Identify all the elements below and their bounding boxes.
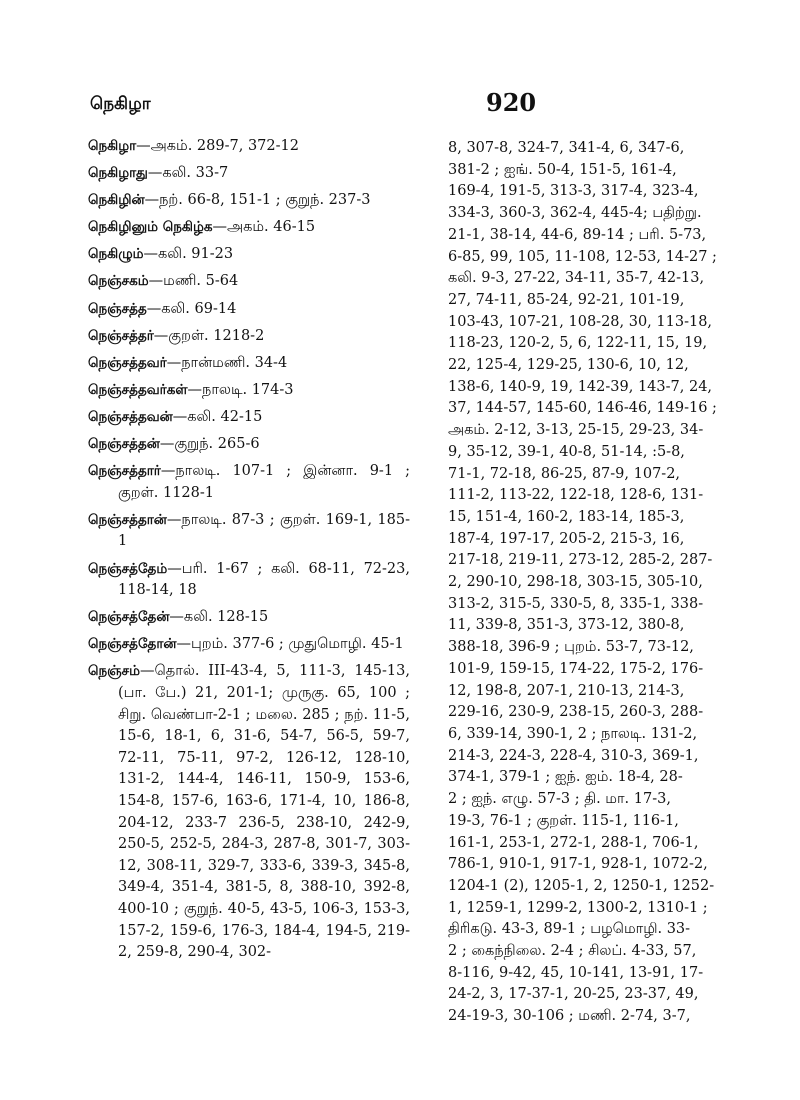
continuation-line: 2 ; கைந்நிலை. 2-4 ; சிலப். 4-33, 57, (448, 943, 697, 960)
continuation-line: 374-1, 379-1 ; ஐந். ஐம். 18-4, 28- (448, 769, 683, 786)
continuation-line: 214-3, 224-3, 228-4, 310-3, 369-1, (448, 747, 699, 764)
page-header (90, 88, 730, 124)
continuation-line: 22, 125-4, 129-25, 130-6, 10, 12, (448, 357, 689, 374)
entry-term: நெகிழாது (88, 165, 148, 182)
entry-references: —கலி. 91-23 (143, 246, 234, 263)
entry-references: —குறுந். 265-6 (159, 436, 260, 453)
entry-term: நெஞ்சத்தன் (88, 436, 160, 453)
continuation-line: 9, 35-12, 39-1, 40-8, 51-14, :5-8, (448, 443, 685, 460)
entry-term: நெகிழா (88, 138, 137, 154)
entry-term: நெஞ்சத்தர் (88, 327, 154, 344)
entry-references: —கலி. 33-7 (147, 165, 229, 182)
entry-term: நெஞ்சகம் (88, 273, 149, 290)
continuation-line: 37, 144-57, 145-60, 146-46, 149-16 ; (448, 400, 717, 417)
continuation-line: 2, 290-10, 298-18, 303-15, 305-10, (448, 574, 703, 591)
index-entry (88, 136, 410, 158)
index-entry (88, 299, 410, 321)
continuation-line: 103-43, 107-21, 108-28, 30, 113-18, (448, 313, 713, 330)
index-entry (88, 190, 410, 212)
entry-term: நெஞ்சத்தார் (88, 463, 161, 480)
entry-references: —அகம். 289-7, 372-12 (136, 138, 299, 154)
continuation-line: 11, 339-8, 351-3, 373-12, 380-8, (448, 617, 685, 634)
index-entry (88, 634, 410, 656)
index-entry (88, 217, 410, 239)
index-entry (88, 661, 410, 963)
entry-references: —அகம். 46-15 (212, 219, 316, 236)
index-entry (88, 559, 410, 602)
entry-term: நெஞ்சம் (88, 663, 141, 680)
continuation-line: 161-1, 253-1, 272-1, 288-1, 706-1, (448, 834, 699, 851)
continuation-line: 313-2, 315-5, 330-5, 8, 335-1, 338- (448, 595, 704, 612)
left-column (88, 136, 410, 969)
continuation-line: 1204-1 (2), 1205-1, 2, 1250-1, 1252- (448, 877, 715, 894)
continuation-line: 138-6, 140-9, 19, 142-39, 143-7, 24, (448, 378, 713, 395)
entry-term: நெஞ்சத்தேம் (88, 560, 168, 577)
index-entry (88, 510, 410, 553)
continuation-line: 381-2 ; ஐங். 50-4, 151-5, 161-4, (448, 161, 677, 178)
continuation-line: 24-19-3, 30-106 ; மணி. 2-74, 3-7, (448, 1008, 691, 1025)
index-entry (88, 326, 410, 348)
running-headword: நெகிழா (90, 94, 151, 114)
index-entry (88, 461, 410, 504)
continuation-line: 6-85, 99, 105, 11-108, 12-53, 14-27 ; (448, 248, 717, 265)
continuation-line: அகம். 2-12, 3-13, 25-15, 29-23, 34- (448, 422, 704, 439)
index-entry (88, 271, 410, 293)
entry-term: நெஞ்சத்தேன் (88, 609, 170, 626)
index-entry (88, 407, 410, 429)
entry-references: —மணி. 5-64 (148, 273, 239, 290)
entry-references: —கலி. 69-14 (146, 300, 237, 317)
continuation-line: 187-4, 197-17, 205-2, 215-3, 16, (448, 530, 685, 547)
continuation-line: 111-2, 113-22, 122-18, 128-6, 131- (448, 487, 704, 504)
entry-term: நெகிழின் (88, 192, 145, 209)
entry-term: நெகிழினும் நெகிழ்க (88, 219, 213, 236)
entry-references: —தொல். III-43-4, 5, 111-3, 145-13, (பா. பே.) 21, 201-1; முருகு. 65, 100 ; சிறு. வெண்பா-2-1 ; மலை. 285 ; நற். 11-5, 15-6, 18-1, 6, 31-6, 54-7, 56-5, 59-7, 72-11, 75-11, 97-2, 126-12, 128-10, 131-2, 144-4, 146-11, 150-9, 153-6, 154-8, 157-6, 163-6, 171-4, 10, 186-8, 204-12, 233-7 236-5, 238-10, 242-9, 250-5, 252-5, 284-3, 287-8, 301-7, 303-12, 308-11, 329-7, 333-6, 339-3, 345-8, 349-4, 351-4, 381-5, 8, 388-10, 392-8, 400-10 ; குறுந். 40-5, 43-5, 106-3, 153-3, 157-2, 159-6, 176-3, 184-4, 194-5, 219-2, 259-8, 290-4, 302- (118, 663, 410, 961)
entry-references: —கலி. 42-15 (172, 408, 263, 425)
index-entry (88, 607, 410, 629)
continuation-line: 19-3, 76-1 ; குறள். 115-1, 116-1, (448, 812, 679, 829)
continuation-line: கலி. 9-3, 27-22, 34-11, 35-7, 42-13, (448, 270, 705, 287)
continuation-line: 27, 74-11, 85-24, 92-21, 101-19, (448, 291, 685, 308)
entry-references: —நான்மணி. 34-4 (166, 354, 288, 371)
entry-term: நெஞ்சத்தவன் (88, 408, 173, 425)
entry-references: —புறம். 377-6 ; முதுமொழி. 45-1 (176, 636, 404, 653)
entry-term: நெஞ்சத்தவர்கள் (88, 381, 188, 398)
entry-references: —குறள். 1218-2 (153, 327, 265, 344)
entry-references: —பரி. 1-67 ; கலி. 68-11, 72-23, 118-14, 18 (118, 560, 410, 599)
entry-references: —கலி. 128-15 (169, 609, 269, 626)
continuation-line: 1, 1259-1, 1299-2, 1300-2, 1310-1 ; (448, 899, 708, 916)
continuation-line: 786-1, 910-1, 917-1, 928-1, 1072-2, (448, 856, 708, 873)
continuation-line: 169-4, 191-5, 313-3, 317-4, 323-4, (448, 183, 699, 200)
continuation-line: 334-3, 360-3, 362-4, 445-4; பதிற்று. (448, 205, 702, 222)
continuation-line: திரிகடு. 43-3, 89-1 ; பழமொழி. 33- (448, 921, 691, 938)
continuation-line: 229-16, 230-9, 238-15, 260-3, 288- (448, 704, 704, 721)
index-entry (88, 244, 410, 266)
continuation-line: 24-2, 3, 17-37-1, 20-25, 23-37, 49, (448, 986, 699, 1003)
entry-term: நெஞ்சத்தான் (88, 511, 167, 528)
continuation-line: 118-23, 120-2, 5, 6, 122-11, 15, 19, (448, 335, 708, 352)
entry-term: நெஞ்சத்தவர் (88, 354, 167, 371)
index-entry (88, 434, 410, 456)
continuation-line: 8-116, 9-42, 45, 10-141, 13-91, 17- (448, 964, 704, 981)
continuation-line: 12, 198-8, 207-1, 210-13, 214-3, (448, 682, 685, 699)
index-entry (88, 380, 410, 402)
continuation-line: 388-18, 396-9 ; புறம். 53-7, 73-12, (448, 639, 694, 656)
continuation-line: 15, 151-4, 160-2, 183-14, 185-3, (448, 508, 685, 525)
index-entry (88, 353, 410, 375)
continuation-line: 21-1, 38-14, 44-6, 89-14 ; பரி. 5-73, (448, 226, 707, 243)
entry-term: நெஞ்சத்த (88, 300, 147, 317)
page-number: 920 (486, 88, 537, 117)
continuation-line: 8, 307-8, 324-7, 341-4, 6, 347-6, (448, 140, 685, 156)
entry-term: நெஞ்சத்தோன் (88, 636, 177, 653)
entry-term: நெகிழும் (88, 246, 144, 263)
continuation-line: 101-9, 159-15, 174-22, 175-2, 176- (448, 660, 704, 677)
entry-references: —நாலடி. 174-3 (187, 381, 294, 398)
index-entry (88, 163, 410, 185)
entry-references: —நாலடி. 107-1 ; இன்னா. 9-1 ; குறள். 1128-1 (118, 463, 410, 501)
continuation-line: 217-18, 219-11, 273-12, 285-2, 287- (448, 552, 713, 569)
entry-references: —நாலடி. 87-3 ; குறள். 169-1, 185-1 (118, 511, 410, 550)
continuation-line: 2 ; ஐந். எழு. 57-3 ; தி. மா. 17-3, (448, 791, 671, 808)
right-column (448, 138, 738, 1028)
continuation-line: 71-1, 72-18, 86-25, 87-9, 107-2, (448, 465, 681, 482)
entry-references: —நற். 66-8, 151-1 ; குறுந். 237-3 (144, 192, 371, 209)
continuation-line: 6, 339-14, 390-1, 2 ; நாலடி. 131-2, (448, 725, 698, 742)
